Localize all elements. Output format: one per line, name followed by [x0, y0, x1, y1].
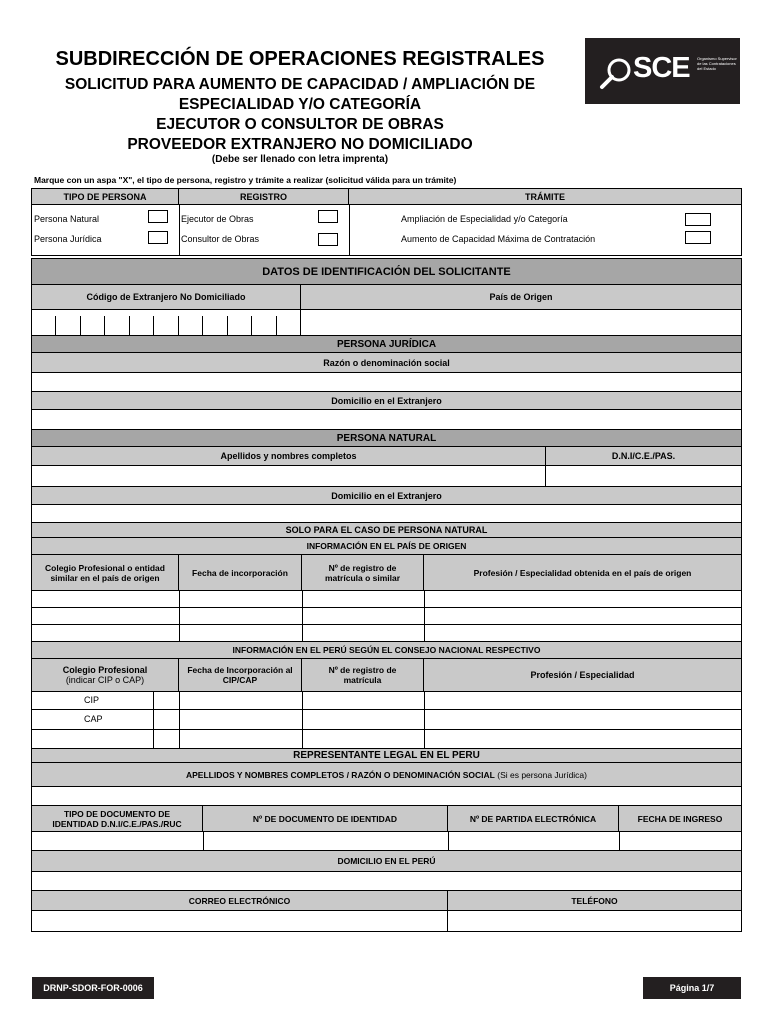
form-subtitle-1: SOLICITUD PARA AUMENTO DE CAPACIDAD / AMPLIACIÓN DE — [64, 76, 536, 93]
form-title: SUBDIRECCIÓN DE OPERACIONES REGISTRALES — [55, 48, 545, 70]
tipo-doc-line2: IDENTIDAD D.N.I/C.E./PAS./RUC — [52, 818, 182, 829]
domicilio-extranjero-header: Domicilio en el Extranjero — [32, 392, 741, 410]
fecha-cip-line2: CIP/CAP — [222, 675, 258, 685]
colegio-entidad-line1: Colegio Profesional o entidad — [45, 562, 165, 573]
natural-case-title: SOLO PARA EL CASO DE PERSONA NATURAL — [32, 523, 741, 538]
correo-header: CORREO ELECTRÓNICO — [32, 891, 448, 911]
domicilio-extranjero2-header: Domicilio en el Extranjero — [32, 487, 741, 505]
logo-subtitle: Organismo Supervisor de las Contrataciones del Estado — [697, 56, 737, 71]
cap-row[interactable] — [32, 710, 741, 730]
colegio-entidad-header — [32, 555, 179, 591]
consultor-checkbox[interactable] — [318, 233, 338, 246]
codigo-extranjero-header: Código de Extranjero No Domiciliado — [32, 285, 301, 310]
instruction-text: Marque con un aspa "X", el tipo de persona, registro y trámite a realizar (solicitud válida para un trámite) — [34, 175, 457, 185]
osce-logo — [585, 38, 740, 104]
representante-title: REPRESENTANTE LEGAL EN EL PERU — [32, 749, 741, 763]
representante-apellidos-label: APELLIDOS Y NOMBRES COMPLETOS / RAZÓN O DENOMINACIÓN SOCIAL — [186, 769, 495, 780]
form-code-badge: DRNP-SDOR-FOR-0006 — [32, 977, 154, 999]
representante-apellidos-hint: (Si es persona Jurídica) — [497, 769, 587, 780]
form-note: (Debe ser llenado con letra imprenta) — [211, 154, 389, 165]
ejecutor-checkbox[interactable] — [318, 210, 338, 223]
representante-apellidos-input[interactable] — [32, 787, 741, 806]
registro-matricula-header — [302, 555, 424, 591]
domicilio-peru-input[interactable] — [32, 872, 741, 891]
profesion-header: Profesión / Especialidad — [424, 659, 741, 692]
apellidos-nombres-input[interactable] — [32, 466, 546, 487]
identification-table — [31, 258, 742, 932]
selection-table — [31, 188, 742, 256]
page-number-badge: Página 1/7 — [643, 977, 741, 999]
cip-row[interactable] — [32, 692, 741, 710]
colegio-entidad-line2: similar en el país de origen — [50, 572, 160, 583]
registro2-line1: Nº de registro de — [328, 665, 397, 675]
persona-juridica-label: Persona Jurídica — [34, 234, 102, 244]
profesion-origen-header: Profesión / Especialidad obtenida en el país de origen — [424, 555, 741, 591]
domicilio-extranjero2-input[interactable] — [32, 505, 741, 523]
nro-documento-header: Nº DE DOCUMENTO DE IDENTIDAD — [203, 806, 448, 832]
razon-social-header: Razón o denominación social — [32, 353, 741, 373]
form-subtitle-4: PROVEEDOR EXTRANJERO NO DOMICILIADO — [127, 136, 473, 153]
ejecutor-label: Ejecutor de Obras — [181, 214, 254, 224]
telefono-header: TELÉFONO — [448, 891, 741, 911]
dni-input[interactable] — [546, 466, 741, 487]
peru-row-3[interactable] — [32, 730, 741, 749]
origen-row-1[interactable] — [32, 591, 741, 608]
persona-natural-label: Persona Natural — [34, 214, 100, 224]
origen-row-3[interactable] — [32, 625, 741, 642]
cap-label: CAP — [84, 714, 103, 724]
pais-origen-input[interactable] — [301, 310, 741, 336]
colegio-header — [32, 659, 179, 692]
colegio-hint: (indicar CIP o CAP) — [65, 675, 145, 685]
col-tramite: TRÁMITE — [349, 189, 741, 205]
telefono-input[interactable] — [448, 911, 741, 931]
registro2-line2: matrícula — [343, 675, 382, 685]
ampliacion-label: Ampliación de Especialidad y/o Categoría — [401, 214, 568, 224]
form-subtitle-2: ESPECIALIDAD Y/O CATEGORÍA — [178, 96, 422, 113]
logo-brand: SCE — [633, 52, 690, 84]
representante-apellidos-header — [32, 763, 741, 787]
fecha-incorporacion-header: Fecha de incorporación — [179, 555, 302, 591]
representante-doc-row[interactable] — [32, 832, 741, 851]
persona-juridica-checkbox[interactable] — [148, 231, 168, 244]
registro-matricula-line2: matrícula o similar — [324, 572, 401, 583]
razon-social-input[interactable] — [32, 373, 741, 392]
partida-electronica-header: Nº DE PARTIDA ELECTRÓNICA — [448, 806, 619, 832]
origen-row-2[interactable] — [32, 608, 741, 625]
aumento-checkbox[interactable] — [685, 231, 711, 244]
fecha-cip-header — [179, 659, 302, 692]
fecha-ingreso-header: FECHA DE INGRESO — [619, 806, 741, 832]
col-registro: REGISTRO — [179, 189, 349, 205]
colegio-label: Colegio Profesional — [62, 665, 148, 675]
apellidos-nombres-header: Apellidos y nombres completos — [32, 447, 546, 466]
domicilio-peru-header: DOMICILIO EN EL PERÚ — [32, 851, 741, 872]
registro-matricula-line1: Nº de registro de — [328, 562, 397, 573]
aumento-label: Aumento de Capacidad Máxima de Contratación — [401, 234, 596, 244]
pais-origen-header: País de Origen — [301, 285, 741, 310]
col-tipo-persona: TIPO DE PERSONA — [32, 189, 179, 205]
tipo-doc-line1: TIPO DE DOCUMENTO DE — [63, 808, 171, 819]
fecha-cip-line1: Fecha de Incorporación al — [187, 665, 293, 675]
domicilio-extranjero-input[interactable] — [32, 410, 741, 430]
persona-natural-checkbox[interactable] — [148, 210, 168, 223]
codigo-extranjero-input[interactable] — [32, 310, 301, 336]
persona-juridica-title: PERSONA JURÍDICA — [32, 336, 741, 353]
persona-natural-title: PERSONA NATURAL — [32, 430, 741, 447]
consultor-label: Consultor de Obras — [181, 234, 260, 244]
registro-matricula2-header — [302, 659, 424, 692]
cip-label: CIP — [84, 695, 100, 705]
dni-header: D.N.I/C.E./PAS. — [546, 447, 741, 466]
ampliacion-checkbox[interactable] — [685, 213, 711, 226]
ident-section-title: DATOS DE IDENTIFICACIÓN DEL SOLICITANTE — [32, 259, 741, 285]
tipo-documento-header — [32, 806, 203, 832]
correo-input[interactable] — [32, 911, 448, 931]
form-subtitle-3: EJECUTOR O CONSULTOR DE OBRAS — [156, 116, 444, 133]
info-origen-header: INFORMACIÓN EN EL PAÍS DE ORIGEN — [32, 538, 741, 555]
magnifier-icon — [599, 56, 633, 90]
info-peru-header: INFORMACIÓN EN EL PERÚ SEGÚN EL CONSEJO NACIONAL RESPECTIVO — [32, 642, 741, 659]
